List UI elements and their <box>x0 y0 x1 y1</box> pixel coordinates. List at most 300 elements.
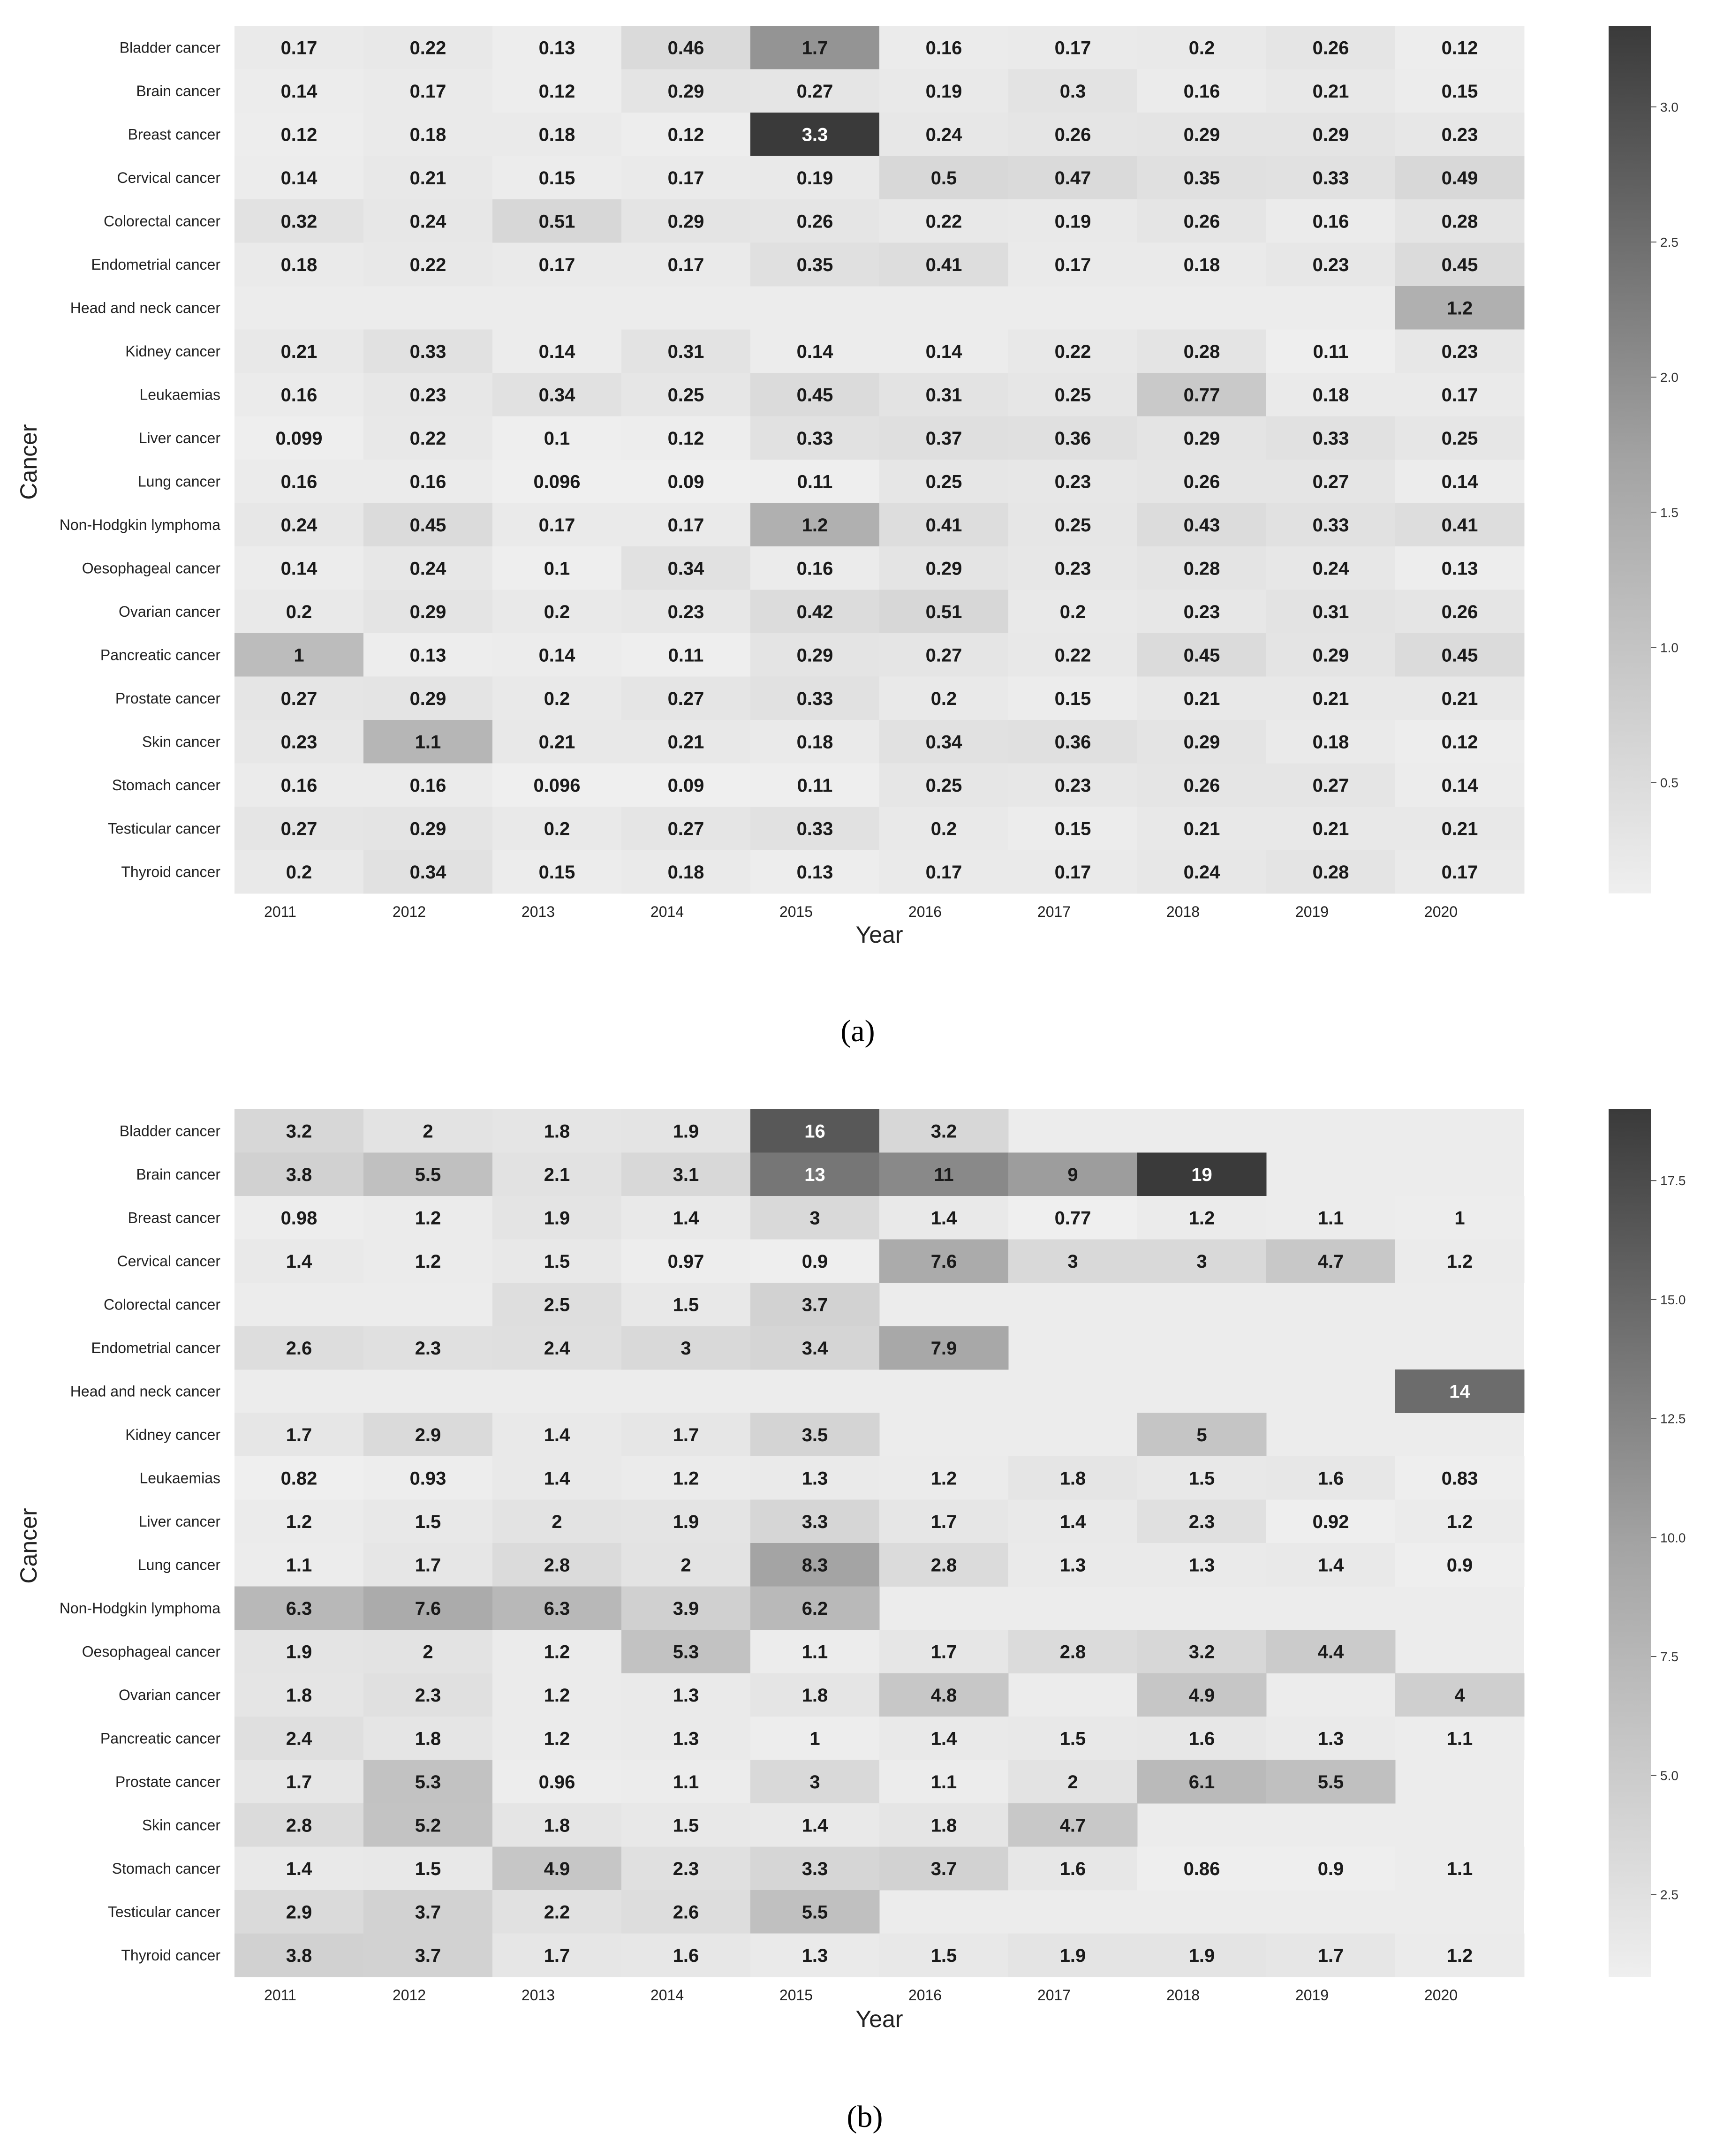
heatmap-b-cell-value: 1.8 <box>801 1685 828 1706</box>
heatmap-b-cell-value: 2.8 <box>930 1555 957 1576</box>
heatmap-b-cell-value: 1.2 <box>930 1468 957 1489</box>
heatmap-a-cell-value: 0.18 <box>1312 732 1349 753</box>
heatmap-a-cell-value: 0.2 <box>1188 38 1215 59</box>
heatmap-a-cell-value: 0.33 <box>796 688 833 709</box>
heatmap-b-cell-value: 4.9 <box>544 1858 570 1879</box>
heatmap-b-cell-value: 1.3 <box>673 1685 699 1706</box>
heatmap-b-cell-value: 3.8 <box>286 1945 312 1966</box>
heatmap-b-cell-value: 1.5 <box>673 1294 699 1316</box>
heatmap-a-cell-value: 0.22 <box>925 211 962 232</box>
heatmap-b-cell-value: 3.7 <box>415 1902 441 1923</box>
heatmap-a-cell-value: 0.33 <box>796 428 833 449</box>
heatmap-b-cell-value: 1.9 <box>286 1642 312 1663</box>
heatmap-a-cell-value: 0.34 <box>925 732 962 753</box>
heatmap-b-cell-value: 1.4 <box>1059 1511 1086 1532</box>
heatmap-b-cancer-label: Head and neck cancer <box>70 1383 220 1400</box>
heatmap-a-cell-value: 0.2 <box>1059 601 1086 622</box>
heatmap-a-cancer-label: Thyroid cancer <box>121 863 220 880</box>
heatmap-b-cell-value: 4.4 <box>1317 1642 1344 1663</box>
heatmap-a-cell-value: 0.21 <box>1183 688 1220 709</box>
heatmap-a-cell-value: 0.45 <box>409 514 446 536</box>
heatmap-a-cell-value: 0.096 <box>533 471 581 492</box>
heatmap-a-cell-value: 0.19 <box>925 81 962 102</box>
heatmap-b-cell-value: 1 <box>809 1728 820 1749</box>
heatmap-b-cell-value: 1.4 <box>544 1468 570 1489</box>
heatmap-b-cell-value: 7.9 <box>930 1338 957 1359</box>
heatmap-b-cell-value: 0.92 <box>1312 1511 1349 1532</box>
heatmap-b-cell-value: 1.2 <box>673 1468 699 1489</box>
heatmap-a-cell-value: 0.14 <box>538 341 575 362</box>
heatmap-b-cell-value: 5 <box>1196 1424 1207 1445</box>
heatmap-a-year-label: 2013 <box>521 903 555 920</box>
heatmap-b-cell-value: 1.5 <box>544 1251 570 1272</box>
heatmap-b-cell-value: 3.2 <box>930 1121 957 1142</box>
heatmap-a-cell-value: 0.21 <box>409 167 446 189</box>
heatmap-a-cell-value: 0.14 <box>538 645 575 666</box>
heatmap-a-cell-value: 0.17 <box>1054 862 1091 883</box>
heatmap-a-cancer-label: Liver cancer <box>138 429 220 446</box>
heatmap-b-cancer-label: Ovarian cancer <box>119 1686 220 1703</box>
heatmap-a-cell-value: 1 <box>294 645 304 666</box>
heatmap-b-cell-value: 5.5 <box>415 1164 441 1185</box>
heatmap-a-cell-value: 0.36 <box>1054 428 1091 449</box>
heatmap-a-cell-value: 0.25 <box>925 471 962 492</box>
heatmap-b-cell-value: 1.5 <box>930 1945 957 1966</box>
heatmap-a-cell-value: 0.31 <box>1312 601 1349 622</box>
heatmap-b-cell-value: 3.3 <box>801 1511 828 1532</box>
heatmap-b-cell-value: 13 <box>804 1164 825 1185</box>
heatmap-a-year-label: 2018 <box>1166 903 1200 920</box>
heatmap-a-cell-value: 0.29 <box>1183 428 1220 449</box>
heatmap-a-cell-value: 0.15 <box>1441 81 1478 102</box>
heatmap-a-cell-value: 0.29 <box>1183 732 1220 753</box>
heatmap-b-cancer-label: Brain cancer <box>136 1165 220 1183</box>
heatmap-b-year-label: 2017 <box>1037 1987 1071 2004</box>
heatmap-a-cancer-label: Head and neck cancer <box>70 299 220 317</box>
heatmap-b-cell-value: 3 <box>1196 1251 1207 1272</box>
heatmap-b-cell-value: 5.2 <box>415 1815 441 1836</box>
heatmap-b-cell-value: 9 <box>1067 1164 1078 1185</box>
heatmap-a-cell-value: 0.29 <box>667 211 704 232</box>
heatmap-b-cell-value: 14 <box>1449 1381 1470 1402</box>
heatmap-b-cell-value: 2.8 <box>544 1555 570 1576</box>
heatmap-a-cell-value: 0.33 <box>1312 167 1349 189</box>
heatmap-a-cell-value: 0.41 <box>1441 514 1478 536</box>
heatmap-b-cell-value: 5.3 <box>415 1771 441 1793</box>
heatmap-b-cancer-label: Thyroid cancer <box>121 1946 220 1964</box>
heatmap-a-cancer-label: Leukaemias <box>139 386 220 403</box>
heatmap-a-cells <box>234 26 1525 894</box>
heatmap-a-cell-value: 0.09 <box>667 471 704 492</box>
heatmap-a-cell-value: 0.16 <box>409 471 446 492</box>
heatmap-a-cell-value: 0.16 <box>280 385 317 406</box>
heatmap-b-cancer-label: Breast cancer <box>128 1209 220 1226</box>
heatmap-a-cell-value: 0.21 <box>1183 818 1220 840</box>
heatmap-a-cell-value: 0.27 <box>280 818 317 840</box>
heatmap-b-cell-value: 1.6 <box>1188 1728 1215 1749</box>
heatmap-a-cell-value: 0.27 <box>925 645 962 666</box>
heatmap-a-cell-value: 0.47 <box>1054 167 1091 189</box>
heatmap-a-cell-value: 0.77 <box>1183 385 1220 406</box>
heatmap-a-cell-value: 0.18 <box>796 732 833 753</box>
heatmap-b-cell-value: 6.3 <box>286 1598 312 1619</box>
heatmap-a-cell-value: 0.24 <box>409 558 446 579</box>
heatmap-a-cell-value: 0.21 <box>667 732 704 753</box>
panel-b-label: (b) <box>847 2100 883 2134</box>
heatmap-a-cell-value: 0.17 <box>667 514 704 536</box>
heatmap-a-cancer-label: Lung cancer <box>137 473 220 490</box>
heatmap-a-cell-value: 0.23 <box>280 732 317 753</box>
heatmap-a-cell-value: 0.24 <box>1183 862 1220 883</box>
heatmap-a-cancer-label: Testicular cancer <box>107 820 220 837</box>
heatmap-a-cell-value: 0.12 <box>667 428 704 449</box>
heatmap-b-cell-value: 2 <box>552 1511 562 1532</box>
heatmap-b-cell-value: 1.2 <box>415 1208 441 1229</box>
heatmap-a-cell-value: 0.25 <box>1054 514 1091 536</box>
heatmap-b-year-label: 2012 <box>392 1987 426 2004</box>
heatmap-b-cell-value: 1.2 <box>1188 1208 1215 1229</box>
heatmap-b-cell-value: 1.2 <box>415 1251 441 1272</box>
heatmap-a-cell-value: 0.34 <box>538 385 575 406</box>
heatmap-a-cell-value: 0.17 <box>1441 862 1478 883</box>
heatmap-b-cell-value: 1.1 <box>801 1642 828 1663</box>
heatmap-a-cell-value: 0.51 <box>925 601 962 622</box>
heatmap-b-cancer-label: Leukaemias <box>139 1469 220 1487</box>
heatmap-a-colorbar-gradient <box>1609 26 1651 893</box>
heatmap-b-cell-value: 1.7 <box>286 1771 312 1793</box>
heatmap-b-cancer-label: Kidney cancer <box>125 1426 220 1443</box>
heatmap-a-cell-value: 0.27 <box>667 818 704 840</box>
heatmap-a-cell-value: 0.22 <box>409 428 446 449</box>
heatmap-b-year-label: 2018 <box>1166 1987 1200 2004</box>
heatmap-a-cancer-label: Endometrial cancer <box>91 256 220 273</box>
heatmap-b-cell-value: 1.9 <box>1059 1945 1086 1966</box>
heatmap-b-cancer-label: Bladder cancer <box>119 1122 220 1140</box>
heatmap-b-cell-value: 1.9 <box>673 1121 699 1142</box>
heatmap-b-cancer-label: Testicular cancer <box>107 1903 220 1921</box>
heatmap-a-cancer-label: Ovarian cancer <box>119 603 220 620</box>
heatmap-a-cell-value: 0.23 <box>1441 341 1478 362</box>
heatmap-b-cancer-label: Pancreatic cancer <box>100 1730 220 1747</box>
heatmap-b-cell-value: 0.86 <box>1183 1858 1220 1879</box>
heatmap-a-cell-value: 0.29 <box>409 601 446 622</box>
heatmap-b-cell-value: 1 <box>1454 1208 1465 1229</box>
heatmap-b-cancer-label: Prostate cancer <box>115 1773 220 1790</box>
heatmap-a-cell-value: 0.16 <box>925 38 962 59</box>
heatmap-a-cell-value: 0.18 <box>280 254 317 275</box>
heatmap-a-cell-value: 0.14 <box>796 341 833 362</box>
heatmap-b-cell-value: 3.9 <box>673 1598 699 1619</box>
heatmap-b-cell-value: 1.3 <box>1059 1555 1086 1576</box>
heatmap-b-cell-value: 4.8 <box>930 1685 957 1706</box>
heatmap-b-cell-value: 0.9 <box>1446 1555 1473 1576</box>
heatmap-b-year-label: 2015 <box>779 1987 813 2004</box>
heatmap-b-cell-value: 1.1 <box>286 1555 312 1576</box>
heatmap-a-colorbar-tick-label: 0.5 <box>1660 775 1678 790</box>
heatmap-a-colorbar-tick-label: 1.5 <box>1660 505 1678 520</box>
heatmap-b-cell-value: 1.8 <box>544 1815 570 1836</box>
heatmap-a-cell-value: 0.15 <box>1054 818 1091 840</box>
heatmap-b-cell-value: 4.7 <box>1059 1815 1086 1836</box>
heatmap-b-cell-value: 4.9 <box>1188 1685 1215 1706</box>
heatmap-b-cell-value: 1.8 <box>415 1728 441 1749</box>
heatmap-a-cell-value: 0.26 <box>1183 775 1220 796</box>
heatmap-b-cell-value: 1.7 <box>544 1945 570 1966</box>
heatmap-a-cell-value: 0.33 <box>1312 514 1349 536</box>
heatmap-a-cell-value: 1.1 <box>415 732 441 753</box>
heatmap-b-cancer-label: Oesophageal cancer <box>82 1643 220 1660</box>
heatmap-a-cell-value: 0.45 <box>1441 645 1478 666</box>
heatmap-a-cell-value: 0.14 <box>280 558 317 579</box>
heatmap-a-cell-value: 0.23 <box>667 601 704 622</box>
heatmap-a-cell-value: 1.7 <box>801 38 828 59</box>
heatmap-a-cell-value: 0.21 <box>538 732 575 753</box>
heatmap-b-cell-value: 0.77 <box>1054 1208 1091 1229</box>
heatmap-a-cell-value: 0.23 <box>1054 775 1091 796</box>
heatmap-a-cell-value: 0.32 <box>280 211 317 232</box>
heatmap-a-cell-value: 0.12 <box>538 81 575 102</box>
heatmap-b-cell-value: 1.6 <box>1317 1468 1344 1489</box>
heatmap-b-cell-value: 2.8 <box>1059 1642 1086 1663</box>
heatmap-a-cell-value: 0.14 <box>280 167 317 189</box>
heatmap-a-cell-value: 0.09 <box>667 775 704 796</box>
heatmap-b-year-label: 2014 <box>650 1987 684 2004</box>
heatmap-a-cancer-label: Brain cancer <box>136 82 220 99</box>
heatmap-b-year-label: 2019 <box>1295 1987 1329 2004</box>
heatmap-b-cell-value: 1.5 <box>1188 1468 1215 1489</box>
heatmap-b-cell-value: 2.3 <box>415 1685 441 1706</box>
heatmap-a-cell-value: 0.34 <box>667 558 704 579</box>
heatmap-a-colorbar-tick-label: 3.0 <box>1660 99 1678 114</box>
heatmap-a-cell-value: 0.15 <box>538 862 575 883</box>
heatmap-a-cell-value: 0.26 <box>1183 471 1220 492</box>
heatmap-b-cell-value: 1.4 <box>286 1858 312 1879</box>
heatmap-a-cell-value: 0.23 <box>1054 558 1091 579</box>
heatmap-b-cell-value: 1.2 <box>286 1511 312 1532</box>
heatmap-a-cell-value: 0.29 <box>925 558 962 579</box>
heatmap-b-cell-value: 1.8 <box>544 1121 570 1142</box>
heatmap-b-cell-value: 3.2 <box>1188 1642 1215 1663</box>
heatmap-a-year-label: 2019 <box>1295 903 1329 920</box>
heatmap-b-cell-value: 2.6 <box>673 1902 699 1923</box>
heatmap-b-cell-value: 2.4 <box>544 1338 570 1359</box>
heatmap-a-cell-value: 0.35 <box>796 254 833 275</box>
heatmap-a-cell-value: 1.2 <box>1446 298 1473 319</box>
heatmap-b-cell-value: 1.3 <box>673 1728 699 1749</box>
heatmap-a-cell-value: 0.49 <box>1441 167 1478 189</box>
heatmap-a-cell-value: 0.2 <box>286 862 312 883</box>
heatmap-b-colorbar-tick-label: 10.0 <box>1660 1530 1686 1545</box>
heatmap-b-cell-value: 1.4 <box>544 1424 570 1445</box>
heatmap-b-year-label: 2013 <box>521 1987 555 2004</box>
panel-a-label: (a) <box>840 1014 875 1048</box>
heatmap-b-y-axis-title: Cancer <box>15 1508 42 1584</box>
heatmap-b-colorbar-tick-label: 15.0 <box>1660 1292 1686 1307</box>
heatmap-a-cell-value: 0.16 <box>1183 81 1220 102</box>
heatmap-a-cell-value: 0.1 <box>544 558 570 579</box>
heatmap-a-cell-value: 0.096 <box>533 775 581 796</box>
heatmap-b-cell-value: 1.1 <box>673 1771 699 1793</box>
heatmap-b-cell-value: 6.3 <box>544 1598 570 1619</box>
heatmap-a-cell-value: 0.3 <box>1059 81 1086 102</box>
heatmap-a-cell-value: 0.17 <box>538 254 575 275</box>
heatmap-b-cell-value: 2 <box>423 1121 433 1142</box>
heatmap-b-cell-value: 1.8 <box>930 1815 957 1836</box>
heatmap-b-cell-value: 1.4 <box>930 1728 957 1749</box>
heatmap-b-cell-value: 2.8 <box>286 1815 312 1836</box>
heatmap-b-cell-value: 3 <box>1067 1251 1078 1272</box>
heatmap-b-cell-value: 1.4 <box>286 1251 312 1272</box>
heatmap-a-cell-value: 0.15 <box>538 167 575 189</box>
heatmap-a-cell-value: 0.13 <box>1441 558 1478 579</box>
heatmap-b-cell-value: 2.1 <box>544 1164 570 1185</box>
heatmap-a-cell-value: 0.21 <box>1312 81 1349 102</box>
heatmap-a-cell-value: 0.21 <box>1312 818 1349 840</box>
heatmap-b-cell-value: 2.4 <box>286 1728 312 1749</box>
heatmap-a-cell-value: 0.12 <box>1441 38 1478 59</box>
heatmap-a-cell-value: 0.45 <box>796 385 833 406</box>
heatmap-b-cell-value: 3 <box>809 1208 820 1229</box>
heatmap-b-cell-value: 1.3 <box>801 1468 828 1489</box>
heatmap-a-cell-value: 0.17 <box>667 167 704 189</box>
heatmap-b-cell-value: 1.7 <box>286 1424 312 1445</box>
heatmap-b-cell-value: 2.9 <box>415 1424 441 1445</box>
heatmap-a-cell-value: 0.11 <box>1313 341 1349 362</box>
heatmap-a-cell-value: 0.17 <box>409 81 446 102</box>
heatmap-a-cell-value: 0.23 <box>1312 254 1349 275</box>
heatmap-a-cell-value: 0.36 <box>1054 732 1091 753</box>
heatmap-b-colorbar-gradient <box>1609 1109 1651 1977</box>
heatmap-a-cell-value: 0.16 <box>280 471 317 492</box>
heatmap-a-cell-value: 0.21 <box>1312 688 1349 709</box>
heatmap-a-cell-value: 0.22 <box>1054 341 1091 362</box>
heatmap-a-cell-value: 0.29 <box>1312 645 1349 666</box>
heatmap-a-cell-value: 0.2 <box>286 601 312 622</box>
heatmap-a-cell-value: 0.24 <box>1312 558 1349 579</box>
heatmap-a-cell-value: 0.41 <box>925 514 962 536</box>
heatmap-a-cell-value: 0.23 <box>1441 124 1478 145</box>
heatmap-b-cell-value: 1.3 <box>1317 1728 1344 1749</box>
heatmap-b-colorbar-tick-label: 2.5 <box>1660 1887 1678 1902</box>
heatmap-a-year-label: 2014 <box>650 903 684 920</box>
heatmap-a-cell-value: 0.17 <box>280 38 317 59</box>
heatmap-a-cell-value: 0.25 <box>925 775 962 796</box>
heatmap-a-cell-value: 0.29 <box>1183 124 1220 145</box>
heatmap-b-cell-value: 7.6 <box>415 1598 441 1619</box>
heatmap-b-cell-value: 5.5 <box>801 1902 828 1923</box>
heatmap-b-cell-value: 1.1 <box>930 1771 957 1793</box>
heatmap-a-cancer-label: Prostate cancer <box>115 689 220 707</box>
heatmap-b-cancer-label: Cervical cancer <box>117 1252 220 1270</box>
heatmap-b-cell-value: 2.5 <box>544 1294 570 1316</box>
heatmap-b-cell-value: 1.2 <box>544 1685 570 1706</box>
heatmap-a-colorbar-tick-label: 2.5 <box>1660 235 1678 250</box>
heatmap-a-x-axis-title: Year <box>855 922 903 948</box>
heatmap-b-cell-value: 1.5 <box>673 1815 699 1836</box>
heatmap-b-cell-value: 1.9 <box>1188 1945 1215 1966</box>
heatmap-a-cell-value: 0.18 <box>409 124 446 145</box>
heatmap-a-cancer-label: Breast cancer <box>128 126 220 143</box>
heatmap-a-cell-value: 0.24 <box>409 211 446 232</box>
heatmap-a-cell-value: 0.24 <box>925 124 962 145</box>
heatmap-a-cell-value: 0.22 <box>409 38 446 59</box>
heatmap-a-year-label: 2015 <box>779 903 813 920</box>
heatmap-b-cancer-label: Skin cancer <box>142 1816 220 1834</box>
heatmap-a-cancer-label: Skin cancer <box>142 733 220 750</box>
heatmap-a-cell-value: 0.26 <box>1441 601 1478 622</box>
heatmap-a-cell-value: 0.23 <box>1183 601 1220 622</box>
heatmap-b-cell-value: 5.3 <box>673 1642 699 1663</box>
heatmap-a-year-label: 2012 <box>392 903 426 920</box>
heatmap-a-cell-value: 0.26 <box>1183 211 1220 232</box>
heatmap-b-cell-value: 2 <box>1067 1771 1078 1793</box>
heatmap-b-cell-value: 1.6 <box>1059 1858 1086 1879</box>
heatmap-b-cell-value: 4.7 <box>1317 1251 1344 1272</box>
heatmap-a-cell-value: 0.31 <box>925 385 962 406</box>
heatmap-b-cell-value: 1.8 <box>1059 1468 1086 1489</box>
heatmap-a-cell-value: 0.25 <box>1441 428 1478 449</box>
heatmap-a-cancer-label: Kidney cancer <box>125 342 220 360</box>
heatmap-a-cell-value: 0.37 <box>925 428 962 449</box>
heatmap-b-cancer-label: Lung cancer <box>137 1556 220 1574</box>
heatmap-a-cell-value: 0.17 <box>1054 254 1091 275</box>
heatmap-b-cell-value: 5.5 <box>1317 1771 1344 1793</box>
heatmap-a-cell-value: 0.2 <box>544 818 570 840</box>
heatmap-a-cancer-label: Colorectal cancer <box>104 212 220 230</box>
heatmap-b-cell-value: 4 <box>1454 1685 1465 1706</box>
heatmap-b-cell-value: 1.4 <box>930 1208 957 1229</box>
heatmap-b-cell-value: 1.9 <box>673 1511 699 1532</box>
heatmap-b-cancer-label: Non-Hodgkin lymphoma <box>59 1599 220 1617</box>
heatmap-b-cell-value: 1.1 <box>1446 1728 1473 1749</box>
heatmap-a-cell-value: 0.11 <box>797 775 833 796</box>
heatmap-b-cell-value: 3.2 <box>286 1121 312 1142</box>
heatmap-b-cell-value: 11 <box>934 1164 954 1185</box>
heatmap-b-cell-value: 1.7 <box>415 1555 441 1576</box>
heatmap-a-cell-value: 0.17 <box>538 514 575 536</box>
heatmap-a-cell-value: 0.51 <box>538 211 575 232</box>
heatmap-b-year-label: 2016 <box>908 1987 942 2004</box>
heatmap-a-cell-value: 0.26 <box>796 211 833 232</box>
heatmap-b-cell-value: 3.4 <box>801 1338 828 1359</box>
heatmap-a-cell-value: 0.33 <box>1312 428 1349 449</box>
heatmap-b-colorbar-tick-label: 5.0 <box>1660 1768 1678 1783</box>
heatmap-a-cell-value: 0.11 <box>797 471 833 492</box>
heatmap-b-cell-value: 1.3 <box>1188 1555 1215 1576</box>
heatmap-a-cell-value: 0.27 <box>280 688 317 709</box>
heatmap-a-cell-value: 0.45 <box>1183 645 1220 666</box>
heatmap-a-cell-value: 0.33 <box>796 818 833 840</box>
heatmap-a-cell-value: 0.14 <box>925 341 962 362</box>
heatmap-a-cancer-label: Stomach cancer <box>112 776 220 794</box>
heatmap-a-cancer-label: Oesophageal cancer <box>82 560 220 577</box>
heatmap-a-cell-value: 0.099 <box>275 428 323 449</box>
heatmap-b-cancer-label: Endometrial cancer <box>91 1339 220 1356</box>
heatmap-a-year-label: 2017 <box>1037 903 1071 920</box>
heatmap-b-cell-value: 2.2 <box>544 1902 570 1923</box>
heatmap-a-cell-value: 0.22 <box>409 254 446 275</box>
heatmap-a-cell-value: 0.18 <box>667 862 704 883</box>
heatmap-b-cell-value: 6.1 <box>1188 1771 1215 1793</box>
heatmap-b-cell-value: 3.7 <box>801 1294 828 1316</box>
heatmap-b-cell-value: 2.3 <box>1188 1511 1215 1532</box>
heatmap-b-cell-value: 1.8 <box>286 1685 312 1706</box>
heatmap-a-cell-value: 0.27 <box>1312 471 1349 492</box>
heatmap-a-cell-value: 0.42 <box>796 601 833 622</box>
heatmap-a-cell-value: 0.14 <box>1441 471 1478 492</box>
heatmap-a-cell-value: 0.33 <box>409 341 446 362</box>
heatmap-b-cell-value: 0.97 <box>667 1251 704 1272</box>
